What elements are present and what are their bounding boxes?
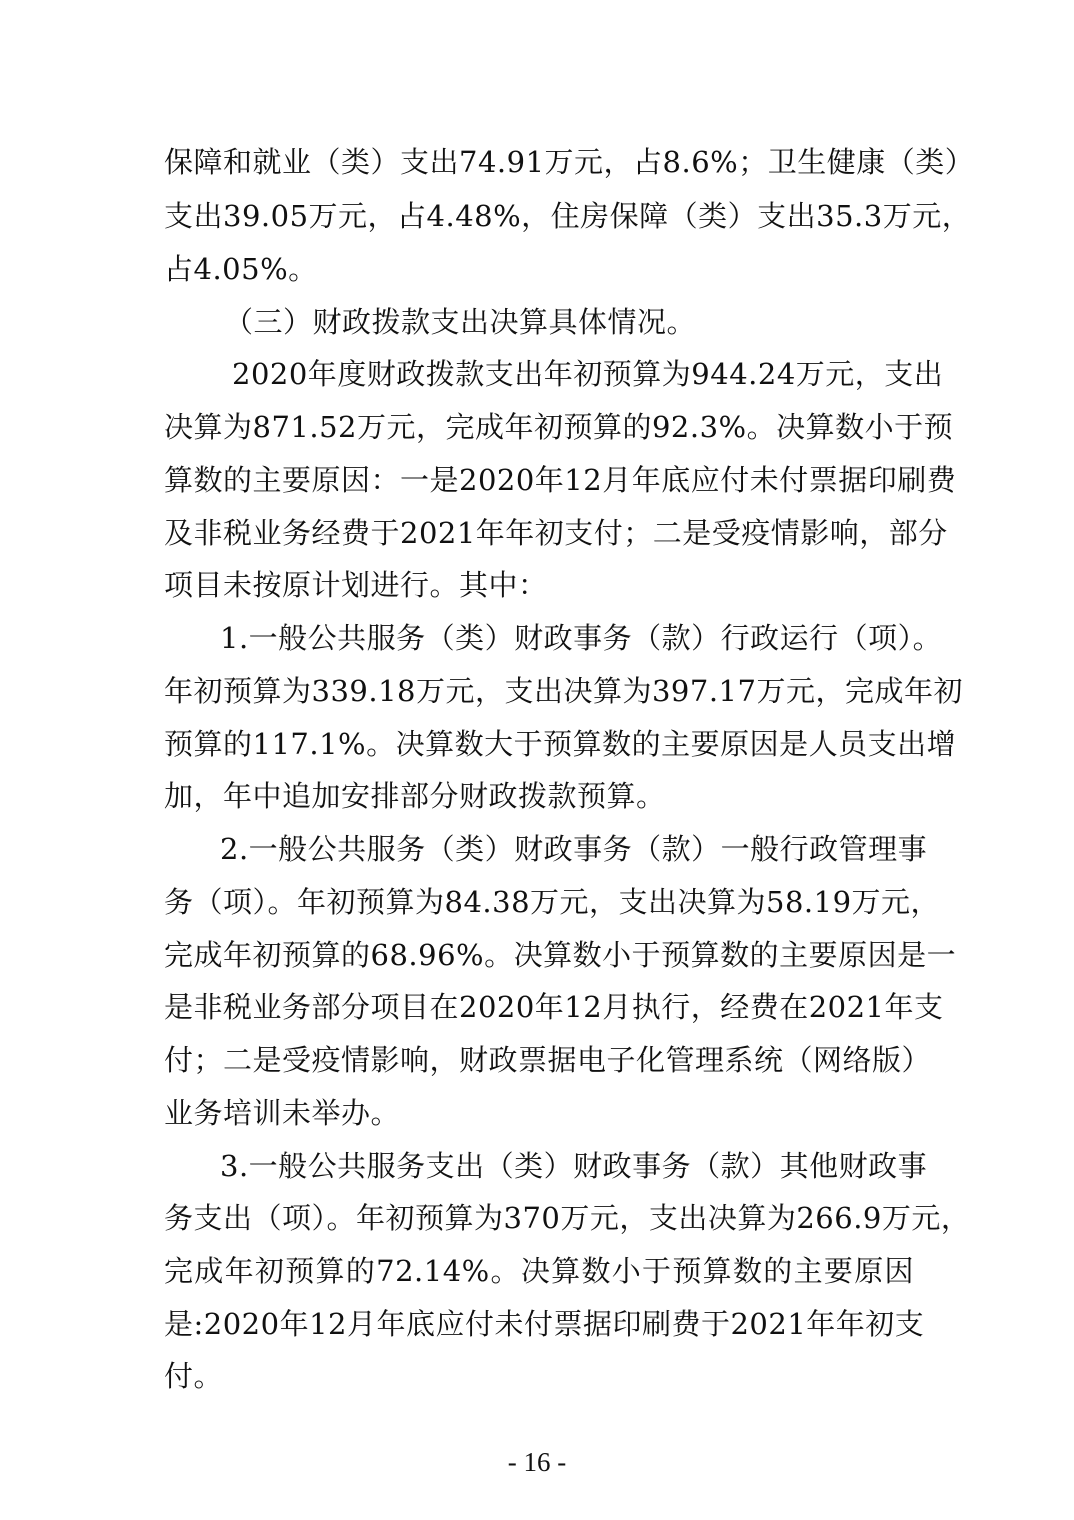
list-item-heading: 2.一般公共服务（类）财政事务（款）一般行政管理事 xyxy=(220,832,928,866)
text-line: 支出39.05万元，占4.48%，住房保障（类）支出35.3万元， xyxy=(164,199,972,233)
text-line: 是:2020年12月年底应付未付票据印刷费于2021年年初支 xyxy=(164,1307,925,1341)
text-line: 是非税业务部分项目在2020年12月执行，经费在2021年支 xyxy=(164,990,944,1024)
text-line: 项目未按原计划进行。其中： xyxy=(164,568,548,602)
text-line: 占4.05%。 xyxy=(164,252,318,286)
text-line: 决算为871.52万元，完成年初预算的92.3%。决算数小于预 xyxy=(164,410,954,444)
text-line: 算数的主要原因：一是2020年12月年底应付未付票据印刷费 xyxy=(164,463,957,497)
text-line: 业务培训未举办。 xyxy=(164,1096,401,1130)
list-item-heading: 3.一般公共服务支出（类）财政事务（款）其他财政事 xyxy=(220,1149,928,1183)
section-heading: （三）财政拨款支出决算具体情况。 xyxy=(224,305,697,339)
text-line: 加，年中追加安排部分财政拨款预算。 xyxy=(164,779,666,813)
page-number: - 16 - xyxy=(507,1447,567,1477)
text-line: 务支出（项）。年初预算为370万元，支出决算为266.9万元， xyxy=(164,1201,971,1235)
text-line: 2020年度财政拨款支出年初预算为944.24万元，支出 xyxy=(232,357,944,391)
text-line: 付；二是受疫情影响，财政票据电子化管理系统（网络版） xyxy=(164,1043,932,1077)
text-line: 务（项）。年初预算为84.38万元，支出决算为58.19万元， xyxy=(164,885,941,919)
list-item-heading: 1.一般公共服务（类）财政事务（款）行政运行（项）。 xyxy=(220,621,943,655)
text-line: 完成年初预算的72.14%。决算数小于预算数的主要原因 xyxy=(164,1254,914,1288)
text-line: 付。 xyxy=(164,1359,224,1393)
text-line: 保障和就业（类）支出74.91万元，占8.6%；卫生健康（类） xyxy=(164,145,975,179)
text-line: 预算的117.1%。决算数大于预算数的主要原因是人员支出增 xyxy=(164,727,957,761)
text-line: 年初预算为339.18万元，支出决算为397.17万元，完成年初 xyxy=(164,674,963,708)
text-line: 及非税业务经费于2021年年初支付；二是受疫情影响，部分 xyxy=(164,516,948,550)
text-line: 完成年初预算的68.96%。决算数小于预算数的主要原因是一 xyxy=(164,938,957,972)
